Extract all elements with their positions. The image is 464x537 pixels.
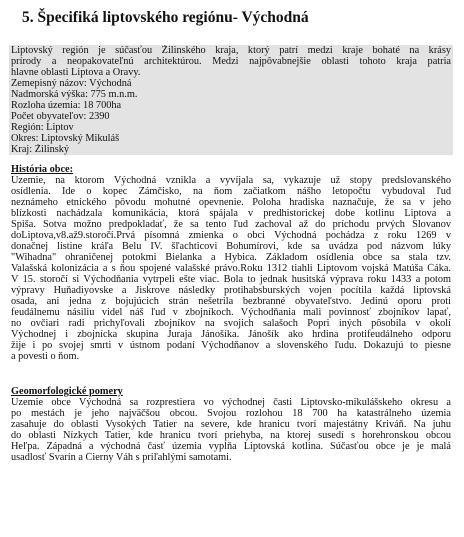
history-line: "Wihadna" ohraničenej potokmi Bielanka a Hybica. Základom osídlenia obce sa stala tzv. — [11, 252, 451, 263]
history-line: Valašská kolonizácia a s ňou spojené valašské právo.Roku 1312 tiahli Liptovom vojská Matúša Čáka. — [11, 263, 451, 274]
history-line: blízkosti nachádzala komunikácia, ktorá spájala v predhistorickej dobe kotlinu Liptova a — [11, 208, 451, 219]
history-line: V 15. storočí si Východňania vytrpeli ešte viac. Bola to jednak husitská výprava roku 1433 a potom — [11, 274, 451, 285]
history-line: Územie, na ktorom Východná vznikla a vyvíjala sa, vykazuje už stopy predslovanského — [11, 175, 451, 186]
geomorphology-heading: Geomorfologické pomery — [11, 386, 123, 397]
history-line: neznámeho etnického pôvodu mohutné opevnenie. Poloha hradiska naznačuje, že sa v jeho — [11, 197, 451, 208]
history-line: žije i po svojej smrti v ústnom podaní Východňanov a slovenského ľudu. Dokazujú to piesne — [11, 340, 451, 351]
geomorphology-line: do oblasti Nízkych Tatier, kde hranicu tvorí priehyba, na ktorej susedí s horehronskou obcou — [11, 430, 451, 441]
intro-line: Kraj: Žilinský — [11, 144, 70, 155]
page-title: 5. Špecifiká liptovského regiónu- Východná — [22, 9, 309, 26]
intro-line: Okres: Liptovský Mikuláš — [11, 133, 120, 144]
intro-line: prírody a neopakovateľnú architektúrou. Medzi najpôvabnejšie oblasti tohoto kraja patria — [11, 56, 451, 67]
history-line: osídlenia. Ide o kopec Zámčisko, na ňom začiatkom nášho letopočtu vybudoval ľud — [11, 186, 451, 197]
history-heading: História obce: — [11, 164, 74, 175]
history-line: doLiptova,v8.až9.storočí.Prvá písomná zmienka o obci Východná pochádza z roku 1269 v — [11, 230, 451, 241]
history-line: osada, ani jedna z bojujúcich strán nešetrila bezbranné obyvateľstvo. Jedinú oporu proti — [11, 296, 451, 307]
geomorphology-line: Územie obce Východná sa rozprestiera vo východnej časti Liptovsko-mikulášskeho okresu a — [11, 397, 451, 408]
intro-line: Liptovský región je súčasťou Žilinského kraja, ktorý patrí medzi kraje bohaté na krásy — [11, 45, 451, 56]
intro-line: Počet obyvateľov: 2390 — [11, 111, 110, 122]
geomorphology-line: po mestách je jeho najväčšou obcou. Svojou rozlohou 18 700 ha katastrálneho územia — [11, 408, 451, 419]
history-line: Východnej i zbojnícka skupina Juraja Jánošíka. Jánošík ako hrdina protifeudálneho odporu — [11, 329, 451, 340]
geomorphology-line: Heľpa. Západná a východná časť územia vypĺňa Liptovská kotlina. Súčasťou obce je je malá — [11, 441, 451, 452]
history-line: donačnej listine kráľa Belu IV. šľachticovi Bohumírovi, kde sa uvádza pod názvom lúky — [11, 241, 451, 252]
history-line: no ovčiari radi prichyľovali zbojníkov na svojich salašoch Popri iných pôsobila v okolí — [11, 318, 451, 329]
history-line: výpravy Huňadiyovske a Jiskrove následky protihabsburských vojen pocítila každá liptovská — [11, 285, 451, 296]
geomorphology-line: usadlosť Svarín a Čierny Váh s priľahlými samotami. — [11, 452, 232, 463]
intro-line: Región: Liptov — [11, 122, 74, 133]
history-line: feudálnemu násiliu videl náš ľud v zbojníkoch. Východňania mali povinnosť zbojníkov lapať, — [11, 307, 451, 318]
geomorphology-section — [9, 386, 453, 463]
history-line: Spiša. Sotva možno predpokladať, že sa tento ľud zachoval až do príchodu prvých Slovanov — [11, 219, 451, 230]
intro-line: hlavne oblasti Liptova a Oravy. — [11, 67, 141, 78]
geomorphology-line: zasahuje do oblasti Vysokých Tatier na severe, kde hranicu tvorí majestátny Kriváň. Na juhu — [11, 419, 451, 430]
intro-line: Zemepisný názov: Východná — [11, 78, 132, 89]
intro-section — [9, 45, 453, 155]
history-section — [9, 164, 453, 362]
intro-line: Nadmorská výška: 775 m.n.m. — [11, 89, 138, 100]
intro-line: Rozloha územia: 18 700ha — [11, 100, 122, 111]
history-line: a povesti o ňom. — [11, 351, 80, 362]
